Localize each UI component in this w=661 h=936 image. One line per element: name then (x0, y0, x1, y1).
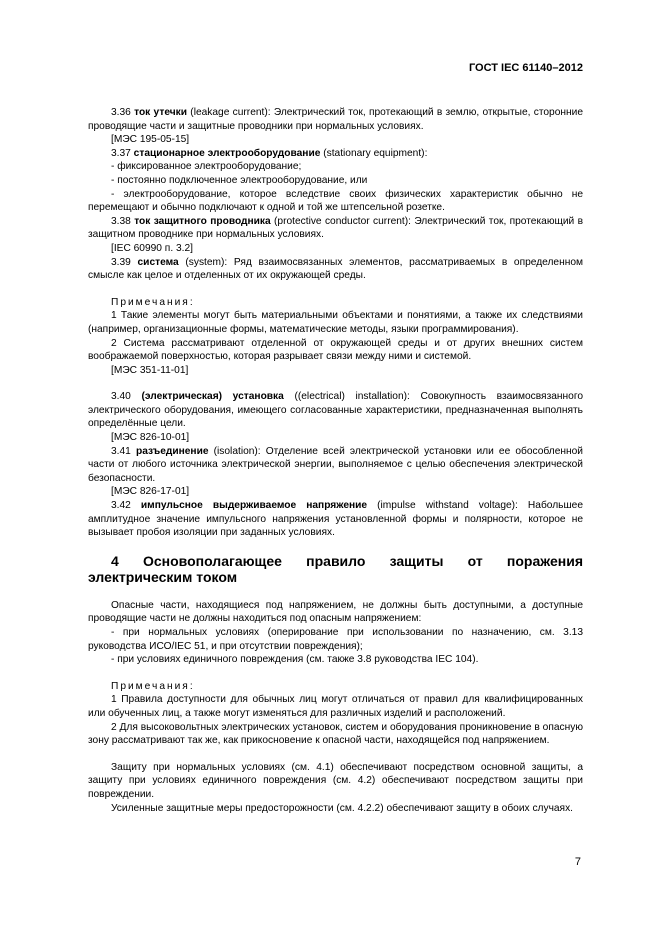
term-3-38 (88, 215, 583, 242)
clause-number: 3.39 (111, 256, 138, 268)
closing-paragraph: Усиленные защитные меры предосторожности (см. 4.2.2) обеспечивают защиту в обоих случаях. (111, 802, 573, 814)
term-name: разъединение (135, 445, 209, 457)
list-item: - электрооборудование, которое вследствие своих физических характеристик обычно не перемещают и обычно подключают к одной и той же штепсельной розетке. (88, 188, 583, 214)
note-item: 1 Такие элементы могут быть материальными объектами и понятиями, а также их следствиями (например, организационные формы, математические методы, языки программирования). (88, 310, 583, 335)
reference: [IEC 60990 п. 3.2] (111, 242, 193, 254)
list-item: - при условиях единичного повреждения (см. также 3.8 руководства IEC 104). (111, 654, 479, 666)
list-item: - фиксированное электрооборудование; (111, 161, 302, 173)
term-name: система (137, 256, 179, 268)
clause-number: 3.41 (111, 445, 136, 457)
reference: [МЭС 826-17-01] (111, 486, 190, 498)
section-intro: Опасные части, находящиеся под напряжением, не должны быть доступными, а доступные проводящие части не должны находиться под опасным напряжением: (88, 599, 583, 625)
term-definition: (protective conductor current): Электрический ток, протекающий в защитном проводнике при нормальных условиях. (88, 215, 583, 241)
term-name: ток утечки (134, 107, 188, 118)
list-item: - постоянно подключенное электрооборудование, или (111, 174, 368, 186)
note-item: 2 Система рассматривают отделенной от окружающей среды и от других внешних систем воображаемой поверхностью, которая разрывает связи между ними и системой. (88, 337, 583, 363)
reference: [МЭС 195-05-15] (111, 134, 190, 146)
page-number: 7 (574, 856, 581, 868)
term-name: ток защитного проводника (134, 215, 271, 227)
closing-paragraph: Защиту при нормальных условиях (см. 4.1) обеспечивают посредством основной защиты, а защиту при условиях единичного повреждения (см. 4.2) обеспечивают посредством защиты при повреждении. (88, 761, 583, 800)
note-item: 1 Правила доступности для обычных лиц могут отличаться от правил для квалифицированных или обученных лиц, а также могут изменяться для различных изделий и расположений. (88, 694, 583, 719)
clause-number: 3.42 (111, 500, 141, 512)
term-3-41 (88, 445, 583, 486)
clause-number: 3.37 (111, 147, 134, 159)
term-name: стационарное электрооборудование (133, 147, 321, 159)
term-3-39 (88, 256, 583, 283)
term-3-42 (88, 499, 583, 540)
section-heading: 4 Основополагающее правило защиты от поражения электрическим током (88, 552, 583, 586)
list-item: - при нормальных условиях (оперирование при использовании по назначению, см. 3.13 руководства ИСО/IEC 51, и при отсутствии повреждения); (88, 627, 583, 652)
page-body (88, 106, 583, 815)
term-3-37 (88, 147, 583, 161)
term-definition: ((electrical) installation): Совокупность взаимосвязанного электрического оборудования, имеющего согласованные характеристики, предназначенная выполнять определённые цели. (88, 391, 583, 430)
notes-heading: Примечания: (111, 296, 195, 308)
term-definition: (system): Ряд взаимосвязанных элементов, рассматриваемых в определенном смысле как целое и отделенных от их окружающей среды. (88, 256, 583, 282)
term-definition: (stationary equipment): (320, 147, 428, 159)
reference: [МЭС 826-10-01] (111, 432, 190, 444)
term-3-36 (88, 106, 583, 133)
term-name: импульсное выдерживаемое напряжение (140, 500, 368, 512)
term-name: (электрическая) установка (141, 391, 284, 403)
clause-number: 3.36 (111, 107, 135, 118)
term-3-40 (88, 390, 583, 431)
clause-number: 3.40 (111, 391, 142, 403)
term-definition: (impulse withstand voltage): Набольшее амплитудное значение импульсного напряжения установленной формы и полярности, которое не вызывает пробоя изоляции при заданных условиях. (88, 500, 583, 539)
note-item: 2 Для высоковольтных электрических установок, систем и оборудования проникновение в опасную зону рассматривают так же, как прикосновение к опасной части, находящейся под напряжением. (88, 721, 583, 747)
term-definition: (isolation): Отделение всей электрической установки или ее обособленной части от любого источника электрической энергии, выполняемое с целью обеспечения электрической безопасности. (88, 445, 583, 484)
document-header: ГОСТ IEC 61140–2012 (468, 62, 583, 74)
reference: [МЭС 351-11-01] (111, 364, 189, 376)
notes-heading: Примечания: (111, 680, 195, 692)
clause-number: 3.38 (111, 215, 135, 227)
term-definition: (leakage current): Электрический ток, протекающий в землю, открытые, сторонние проводящие части и защитные проводники при нормальных условиях. (88, 107, 583, 132)
